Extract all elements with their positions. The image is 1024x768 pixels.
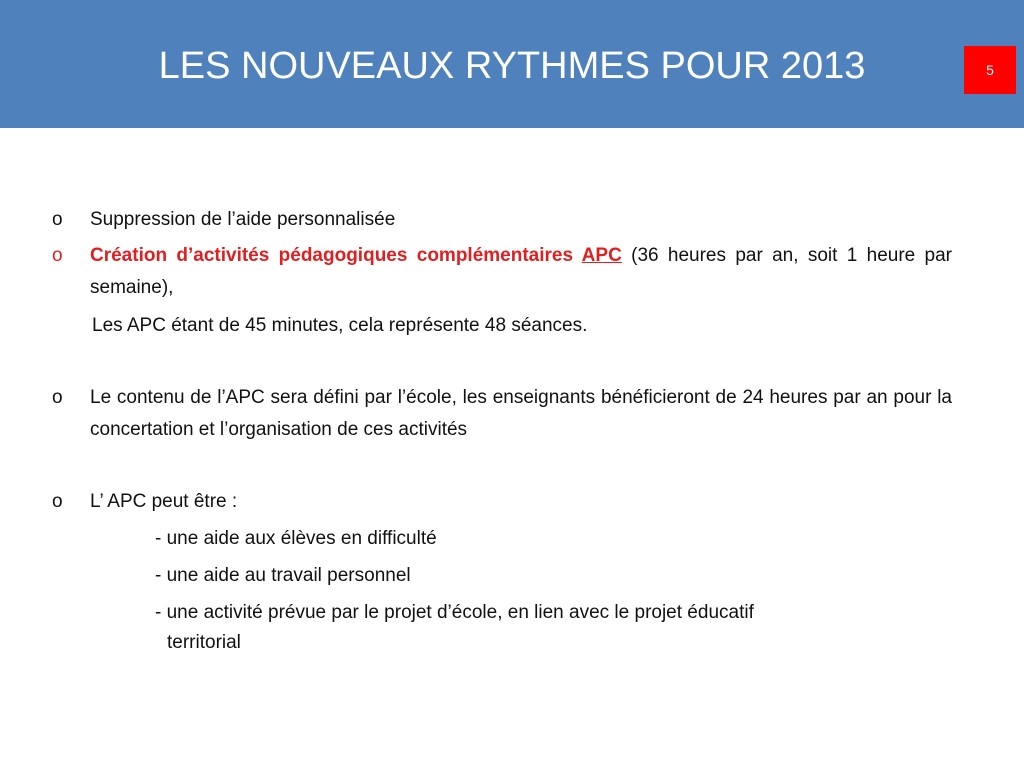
bullet-item-contenu-apc: Le contenu de l’APC sera défini par l’école, les enseignants bénéficieront de 24 heures par an pour la concertation et l’organisation de ces activités — [90, 387, 952, 440]
bullet-marker: o — [52, 209, 63, 230]
bullet-marker: o — [52, 245, 63, 266]
apc-duration-note: Les APC étant de 45 minutes, cela représente 48 séances. — [92, 315, 588, 336]
bold-highlight-text: Création d’activités pédagogiques complémentaires — [90, 245, 582, 266]
sub-item-territorial: territorial — [167, 632, 241, 653]
apc-abbreviation: APC — [581, 245, 622, 266]
slide-title: LES NOUVEAUX RYTHMES POUR 2013 — [158, 45, 866, 87]
bullet-marker: o — [52, 387, 63, 408]
sub-item-travail-personnel: - une aide au travail personnel — [155, 565, 411, 586]
bullet-item-suppression: Suppression de l’aide personnalisée — [90, 209, 396, 230]
sub-item-projet-ecole: - une activité prévue par le projet d’école, en lien avec le projet éducatif — [155, 602, 754, 623]
bullet-item-apc-peut-etre: L’ APC peut être : — [90, 491, 238, 512]
bullet-marker: o — [52, 491, 63, 512]
bullet-item-creation-apc — [90, 240, 952, 304]
apc-details: (36 heures par an, soit 1 heure par semaine), — [90, 245, 953, 298]
page-number-badge: 5 — [964, 46, 1016, 94]
sub-item-aide-difficulte: - une aide aux élèves en difficulté — [155, 528, 437, 549]
